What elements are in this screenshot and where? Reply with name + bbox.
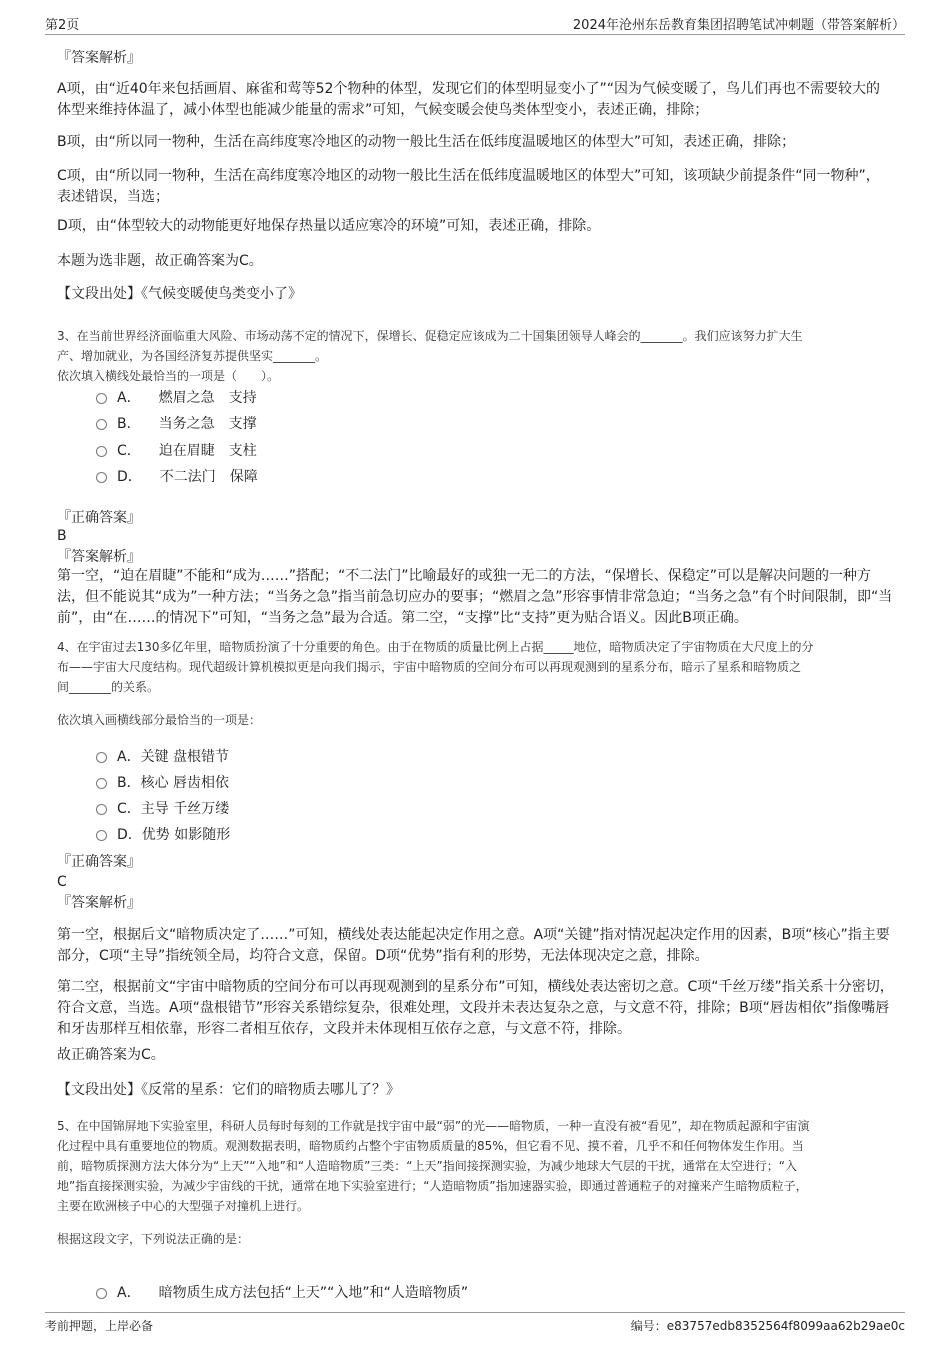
q2-analysis-b: B项，由“所以同一物种，生活在高纬度寒冷地区的动物一般比生活在低纬度温暖地区的体型大”可知，表述正确，排除；	[57, 134, 796, 150]
q5-prompt: 根据这段文字，下列说法正确的是：	[57, 1232, 250, 1246]
radio-icon[interactable]	[96, 804, 107, 815]
footer-code: 编号：e83757edb8352564f8099aa62b29ae0c	[630, 1319, 905, 1333]
q5-stem-line3: 前，暗物质探测方法大体分为“上天”“入地”和“人造暗物质”三类：“上天”指间接探测实验，为减少地球大气层的干扰，通常在太空进行；“入	[57, 1159, 797, 1173]
page-number: 第2页	[45, 18, 80, 33]
q3-stem-line3: 依次填入横线处最恰当的一项是（ ）。	[57, 369, 280, 383]
radio-icon[interactable]	[96, 419, 107, 430]
q4-option-d[interactable]: D．优势 如影随形	[96, 825, 230, 845]
radio-icon[interactable]	[96, 446, 107, 457]
q2-conclusion: 本题为选非题，故正确答案为C。	[57, 253, 263, 269]
radio-icon[interactable]	[96, 393, 107, 404]
q2-analysis-c: C项，由“所以同一物种，生活在高纬度寒冷地区的动物一般比生活在低纬度温暖地区的体型大”可知，该项缺少前提条件“同一物种”，表述错误，当选；	[57, 168, 880, 205]
q5-stem-line2: 化过程中具有重要地位的物质。观测数据表明，暗物质约占整个宇宙物质质量的85%，但它看不见、摸不着，几乎不和任何物体发生作用。当	[57, 1139, 804, 1153]
q3-answer: B	[57, 528, 67, 544]
q5-option-a[interactable]: A． 暗物质生成方法包括“上天”“入地”和“人造暗物质”	[96, 1283, 468, 1303]
q2-analysis-a: A项，由“近40年来包括画眉、麻雀和莺等52个物种的体型，发现它们的体型明显变小了”“因为气候变暖了，鸟儿们再也不需要较大的体型来维持体温了，减小体型也能减少能量的需求”可知，气候变暖会使鸟类体型变小，表述正确，排除；	[57, 81, 880, 118]
q4-prompt: 依次填入画横线部分最恰当的一项是：	[57, 713, 262, 727]
q4-option-a[interactable]: A．关键 盘根错节	[96, 747, 229, 767]
q4-source: 【文段出处】《反常的星系：它们的暗物质去哪儿了？》	[57, 1082, 400, 1098]
q3-option-b[interactable]: B． 当务之急 支撑	[96, 414, 257, 434]
radio-icon[interactable]	[96, 778, 107, 789]
radio-icon[interactable]	[96, 752, 107, 763]
q3-stem-line1: 3、在当前世界经济面临重大风险、市场动荡不定的情况下，保增长、促稳定应该成为二十国集团领导人峰会的_______。我们应该努力扩大生	[57, 329, 803, 343]
footer-slogan: 考前押题，上岸必备	[45, 1319, 154, 1333]
q4-analysis-para2: 第二空，根据前文“宇宙中暗物质的空间分布可以再现观测到的星系分布”可知，横线处表达密切之意。C项“千丝万缕”指关系十分密切，符合文意，当选。A项“盘根错节”形容关系错综复杂，很难处理，文段并未表达复杂之意，与文意不符，排除；B项“唇齿相依”指像嘴唇和牙齿那样互相依靠，形容二者相互依存，文段并未体现相互依存之意，与文意不符，排除。	[57, 979, 894, 1037]
q4-analysis-para1: 第一空，根据后文“暗物质决定了……”可知，横线处表达能起决定作用之意。A项“关键”指对情况起决定作用的因素，B项“核心”指主要部分，C项“主导”指统领全局，均符合文意，保留。D项“优势”指有利的形势，无法体现决定之意，排除。	[57, 927, 890, 964]
q3-option-d[interactable]: D． 不二法门 保障	[96, 467, 258, 487]
q3-analysis-label: 『答案解析』	[57, 549, 141, 565]
q3-option-a[interactable]: A． 燃眉之急 支持	[96, 388, 257, 408]
q2-source: 【文段出处】《气候变暖使鸟类变小了》	[57, 286, 302, 302]
q4-analysis-label: 『答案解析』	[57, 895, 141, 911]
document-title: 2024年沧州东岳教育集团招聘笔试冲刺题（带答案解析）	[572, 18, 905, 33]
q5-stem-line1: 5、在中国锦屏地下实验室里，科研人员每时每刻的工作就是找宇宙中最“弱”的光——暗物质，一种一直没有被“看见”，却在物质起源和宇宙演	[57, 1119, 810, 1133]
q2-analysis-label: 『答案解析』	[57, 50, 141, 66]
q4-answer: C	[57, 874, 67, 890]
radio-icon[interactable]	[96, 472, 107, 483]
page-header	[45, 12, 905, 35]
q4-answer-label: 『正确答案』	[57, 854, 141, 870]
q4-conclusion: 故正确答案为C。	[57, 1047, 165, 1063]
q4-stem-line2: 布——宇宙大尺度结构。现代超级计算机模拟更是向我们揭示，宇宙中暗物质的空间分布可以再现观测到的星系分布，暗示了星系和暗物质之	[57, 660, 802, 674]
q3-option-c[interactable]: C． 迫在眉睫 支柱	[96, 441, 257, 461]
q2-analysis-d: D项，由“体型较大的动物能更好地保存热量以适应寒冷的环境”可知，表述正确，排除。	[57, 218, 601, 234]
q4-stem-line1: 4、在宇宙过去130多亿年里，暗物质扮演了十分重要的角色。由于在物质的质量比例上占据_____地位，暗物质决定了宇宙物质在大尺度上的分	[57, 640, 814, 654]
q4-option-b[interactable]: B．核心 唇齿相依	[96, 773, 229, 793]
q3-analysis: 第一空，“迫在眉睫”不能和“成为……”搭配；“不二法门”比喻最好的或独一无二的方法，“保增长、保稳定”可以是解决问题的一种方法，但不能说其“成为”一种方法；“当务之急”指当前急切应办的要事；“燃眉之急”形容事情非常急迫；“当务之急”有个时间限制，即“当前”，由“在……的情况下”可知，“当务之急”最为合适。第二空，“支撑”比“支持”更为贴合语义。因此B项正确。	[57, 568, 893, 626]
q4-option-c[interactable]: C．主导 千丝万缕	[96, 799, 229, 819]
radio-icon[interactable]	[96, 830, 107, 841]
q3-answer-label: 『正确答案』	[57, 510, 141, 526]
page-footer	[45, 1312, 905, 1337]
radio-icon[interactable]	[96, 1288, 107, 1299]
q3-stem-line2: 产、增加就业，为各国经济复苏提供坚实_______。	[57, 349, 328, 363]
q4-stem-line3: 间_______的关系。	[57, 680, 160, 694]
q5-stem-line5: 主要在欧洲核子中心的大型强子对撞机上进行。	[57, 1199, 310, 1213]
q5-stem-line4: 地”指直接探测实验，为减少宇宙线的干扰，通常在地下实验室进行；“人造暗物质”指加速器实验，即通过普通粒子的对撞来产生暗物质粒子，	[57, 1179, 808, 1193]
